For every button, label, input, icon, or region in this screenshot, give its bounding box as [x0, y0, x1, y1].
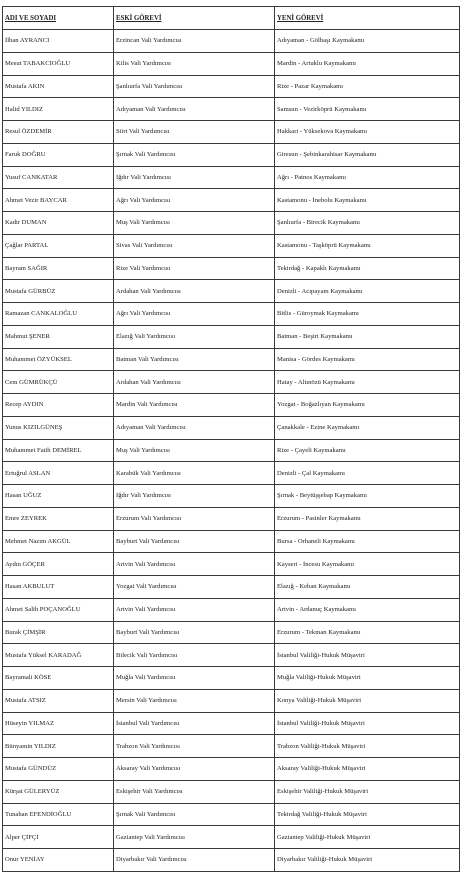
table-row — [3, 371, 460, 394]
cell-old-position: Şanlıurfa Vali Yardımcısı — [114, 75, 275, 98]
cell-old-position: Batman Vali Yardımcısı — [114, 348, 275, 371]
cell-name: Mahmut ŞENER — [3, 325, 114, 348]
table-row — [3, 325, 460, 348]
cell-name: Emre ZEYREK — [3, 507, 114, 530]
table-row — [3, 121, 460, 144]
cell-new-position: Elazığ - Keban Kaymakamı — [275, 576, 460, 599]
table-row — [3, 416, 460, 439]
cell-name: Tunahan EFENDİOĞLU — [3, 803, 114, 826]
cell-old-position: Yozgat Vali Yardımcısı — [114, 576, 275, 599]
cell-old-position: Gaziantep Vali Yardımcısı — [114, 826, 275, 849]
cell-old-position: Erzurum Vali Yardımcısı — [114, 507, 275, 530]
cell-old-position: Artvin Vali Yardımcısı — [114, 553, 275, 576]
table-row — [3, 758, 460, 781]
cell-new-position: Rize - Pazar Kaymakamı — [275, 75, 460, 98]
cell-old-position: Diyarbakır Vali Yardımcısı — [114, 849, 275, 872]
cell-new-position: Artvin - Ardanuç Kaymakamı — [275, 598, 460, 621]
cell-new-position: Çanakkale - Ezine Kaymakamı — [275, 416, 460, 439]
table-header — [3, 7, 460, 30]
cell-new-position: Hakkari - Yüksekova Kaymakamı — [275, 121, 460, 144]
cell-name: Hüseyin YILMAZ — [3, 712, 114, 735]
cell-old-position: Bilecik Vali Yardımcısı — [114, 644, 275, 667]
cell-new-position: Bitlis - Güroymak Kaymakamı — [275, 303, 460, 326]
cell-name: Yunus KIZILGÜNEŞ — [3, 416, 114, 439]
table-row — [3, 52, 460, 75]
cell-old-position: Karabük Vali Yardımcısı — [114, 462, 275, 485]
table-row — [3, 280, 460, 303]
cell-old-position: Ardahan Vali Yardımcısı — [114, 280, 275, 303]
cell-new-position: Diyarbakır Valiliği-Hukuk Müşaviri — [275, 849, 460, 872]
cell-name: Alper ÇİFÇİ — [3, 826, 114, 849]
cell-name: Cem GÜMRÜKÇÜ — [3, 371, 114, 394]
cell-old-position: Bayburt Vali Yardımcısı — [114, 530, 275, 553]
table-row — [3, 143, 460, 166]
table-row — [3, 803, 460, 826]
cell-old-position: Muş Vali Yardımcısı — [114, 439, 275, 462]
cell-name: Ahmet Salih POÇANOĞLU — [3, 598, 114, 621]
cell-old-position: Iğdır Vali Yardımcısı — [114, 485, 275, 508]
appointments-table — [2, 6, 460, 872]
header-new-position: YENİ GÖREVİ — [275, 7, 460, 30]
table-row — [3, 98, 460, 121]
cell-name: Çağlar PARTAL — [3, 234, 114, 257]
cell-name: Kadir DUMAN — [3, 212, 114, 235]
cell-name: Muhammet Fatih DEMİREL — [3, 439, 114, 462]
header-row — [3, 7, 460, 30]
cell-name: İlhan AYRANCI — [3, 30, 114, 53]
cell-old-position: İstanbul Vali Yardımcısı — [114, 712, 275, 735]
cell-new-position: Yozgat - Boğazlıyan Kaymakamı — [275, 394, 460, 417]
cell-name: Resul ÖZDEMİR — [3, 121, 114, 144]
cell-old-position: Rize Vali Yardımcısı — [114, 257, 275, 280]
table-row — [3, 234, 460, 257]
cell-name: Bünyamin YILDIZ — [3, 735, 114, 758]
cell-old-position: Ardahan Vali Yardımcısı — [114, 371, 275, 394]
cell-new-position: Eskişehir Valiliği-Hukuk Müşaviri — [275, 780, 460, 803]
cell-name: Mustafa Yüksel KARADAĞ — [3, 644, 114, 667]
cell-old-position: Şırnak Vali Yardımcısı — [114, 803, 275, 826]
table-row — [3, 667, 460, 690]
table-row — [3, 598, 460, 621]
cell-new-position: Denizli - Çal Kaymakamı — [275, 462, 460, 485]
table-row — [3, 530, 460, 553]
cell-old-position: Elazığ Vali Yardımcısı — [114, 325, 275, 348]
cell-name: Ahmet Vezir BAYCAR — [3, 189, 114, 212]
cell-name: Mustafa AKIN — [3, 75, 114, 98]
cell-old-position: Kilis Vali Yardımcısı — [114, 52, 275, 75]
table-row — [3, 30, 460, 53]
cell-new-position: Muğla Valiliği-Hukuk Müşaviri — [275, 667, 460, 690]
table-row — [3, 303, 460, 326]
cell-name: Faruk DOĞRU — [3, 143, 114, 166]
table-row — [3, 485, 460, 508]
cell-old-position: Aksaray Vali Yardımcısı — [114, 758, 275, 781]
table-row — [3, 212, 460, 235]
cell-new-position: Erzurum - Pasinler Kaymakamı — [275, 507, 460, 530]
cell-new-position: Aksaray Valiliği-Hukuk Müşaviri — [275, 758, 460, 781]
cell-new-position: Mardin - Artuklu Kaymakamı — [275, 52, 460, 75]
cell-name: Hasan UĞUZ — [3, 485, 114, 508]
cell-new-position: Adıyaman - Gölbaşı Kaymakamı — [275, 30, 460, 53]
cell-new-position: Batman - Beşiri Kaymakamı — [275, 325, 460, 348]
table-row — [3, 644, 460, 667]
cell-name: Mustafa GÜRBÜZ — [3, 280, 114, 303]
cell-old-position: Sivas Vali Yardımcısı — [114, 234, 275, 257]
cell-name: Yusuf CANKATAR — [3, 166, 114, 189]
cell-name: Recep AYDIN — [3, 394, 114, 417]
cell-name: Bayram SAĞIR — [3, 257, 114, 280]
table-row — [3, 75, 460, 98]
cell-old-position: Muş Vali Yardımcısı — [114, 212, 275, 235]
cell-new-position: Manisa - Gördes Kaymakamı — [275, 348, 460, 371]
cell-new-position: Denizli - Acıpayam Kaymakamı — [275, 280, 460, 303]
cell-new-position: Kastamonu - İnebolu Kaymakamı — [275, 189, 460, 212]
cell-new-position: Konya Valiliği-Hukuk Müşaviri — [275, 689, 460, 712]
cell-new-position: Tekirdağ - Kapaklı Kaymakamı — [275, 257, 460, 280]
cell-new-position: İstanbul Valiliği-Hukuk Müşaviri — [275, 712, 460, 735]
cell-old-position: Ağrı Vali Yardımcısı — [114, 189, 275, 212]
cell-old-position: Şırnak Vali Yardımcısı — [114, 143, 275, 166]
cell-name: Halid YILDIZ — [3, 98, 114, 121]
header-old-position: ESKİ GÖREVİ — [114, 7, 275, 30]
cell-old-position: Erzincan Vali Yardımcısı — [114, 30, 275, 53]
table-row — [3, 849, 460, 872]
cell-name: Ertuğrul ASLAN — [3, 462, 114, 485]
cell-new-position: Gaziantep Valiliği-Hukuk Müşaviri — [275, 826, 460, 849]
cell-old-position: Mersin Vali Yardımcısı — [114, 689, 275, 712]
cell-old-position: Adıyaman Vali Yardımcısı — [114, 98, 275, 121]
cell-new-position: Bursa - Orhaneli Kaymakamı — [275, 530, 460, 553]
cell-name: Aydın GÖÇER — [3, 553, 114, 576]
table-row — [3, 257, 460, 280]
cell-old-position: Muğla Vali Yardımcısı — [114, 667, 275, 690]
table-row — [3, 735, 460, 758]
cell-new-position: Samsun - Vezirköprü Kaymakamı — [275, 98, 460, 121]
table-row — [3, 166, 460, 189]
table-row — [3, 712, 460, 735]
cell-old-position: Artvin Vali Yardımcısı — [114, 598, 275, 621]
cell-new-position: Hatay - Altınözü Kaymakamı — [275, 371, 460, 394]
cell-name: Bayramali KÖSE — [3, 667, 114, 690]
cell-new-position: Şanlıurfa - Birecik Kaymakamı — [275, 212, 460, 235]
cell-old-position: Trabzon Vali Yardımcısı — [114, 735, 275, 758]
cell-new-position: Şırnak - Beytüşşebap Kaymakamı — [275, 485, 460, 508]
cell-old-position: Iğdır Vali Yardımcısı — [114, 166, 275, 189]
table-row — [3, 689, 460, 712]
table-row — [3, 348, 460, 371]
header-name: ADI VE SOYADI — [3, 7, 114, 30]
cell-name: Ramazan CANKALOĞLU — [3, 303, 114, 326]
cell-old-position: Eskişehir Vali Yardımcısı — [114, 780, 275, 803]
cell-name: Kürşat GÜLERYÜZ — [3, 780, 114, 803]
table-row — [3, 394, 460, 417]
table-row — [3, 553, 460, 576]
cell-old-position: Siirt Vali Yardımcısı — [114, 121, 275, 144]
cell-name: Mehmet Nazım AKGÜL — [3, 530, 114, 553]
cell-old-position: Mardin Vali Yardımcısı — [114, 394, 275, 417]
table-row — [3, 826, 460, 849]
table-row — [3, 576, 460, 599]
cell-new-position: Trabzon Valiliği-Hukuk Müşaviri — [275, 735, 460, 758]
cell-name: Mustafa GÜNDÜZ — [3, 758, 114, 781]
cell-name: Onur YENİAY — [3, 849, 114, 872]
table-row — [3, 780, 460, 803]
table-row — [3, 621, 460, 644]
cell-new-position: Rize - Çayeli Kaymakamı — [275, 439, 460, 462]
cell-new-position: Giresun - Şebinkarahisar Kaymakamı — [275, 143, 460, 166]
table-row — [3, 439, 460, 462]
cell-new-position: Tekirdağ Valiliği-Hukuk Müşaviri — [275, 803, 460, 826]
cell-new-position: Erzurum - Tekman Kaymakamı — [275, 621, 460, 644]
cell-old-position: Ağrı Vali Yardımcısı — [114, 303, 275, 326]
cell-name: Mustafa ATSIZ — [3, 689, 114, 712]
cell-old-position: Bayburt Vali Yardımcısı — [114, 621, 275, 644]
cell-new-position: İstanbul Valiliği-Hukuk Müşaviri — [275, 644, 460, 667]
table-row — [3, 507, 460, 530]
cell-name: Mesut TABAKCIOĞLU — [3, 52, 114, 75]
cell-name: Muhammet ÖZYÜKSEL — [3, 348, 114, 371]
cell-name: Hasan AKBULUT — [3, 576, 114, 599]
cell-old-position: Adıyaman Vali Yardımcısı — [114, 416, 275, 439]
cell-new-position: Kayseri - İncesu Kaymakamı — [275, 553, 460, 576]
cell-new-position: Ağrı - Patnos Kaymakamı — [275, 166, 460, 189]
table-row — [3, 462, 460, 485]
cell-new-position: Kastamonu - Taşköprü Kaymakamı — [275, 234, 460, 257]
cell-name: Burak ÇİMŞİR — [3, 621, 114, 644]
table-row — [3, 189, 460, 212]
table-body — [3, 30, 460, 872]
